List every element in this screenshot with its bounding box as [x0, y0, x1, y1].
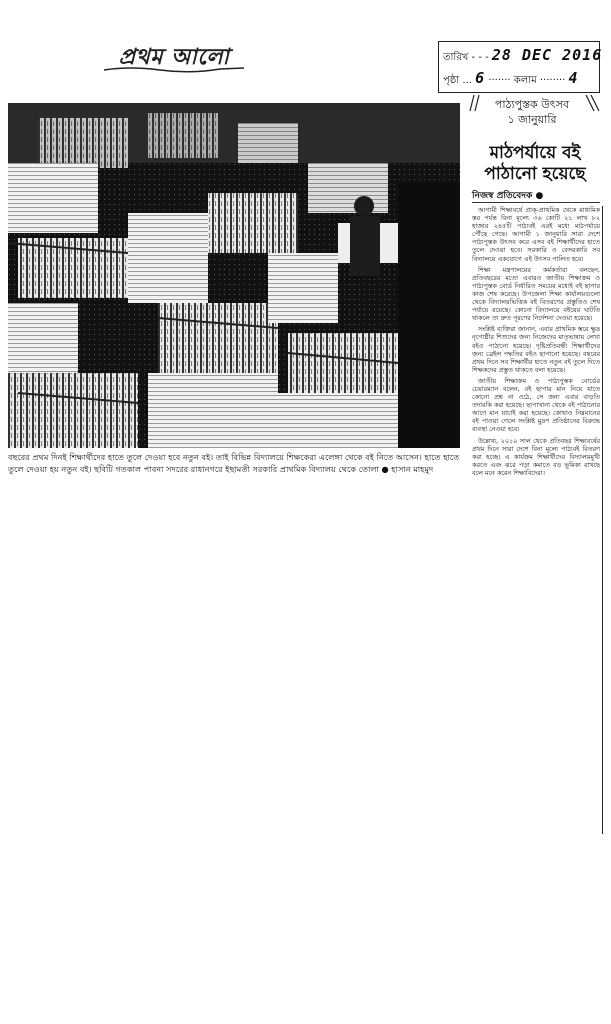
masthead-logo [100, 40, 248, 74]
stamp-column-value: 4 [568, 69, 579, 87]
stamp-date-label: তারিখ [443, 52, 469, 63]
article-paragraph: সংশ্লিষ্ট ব্যক্তিরা জানান, এবার প্রাথমিক স্তরে ক্ষুদ্র নৃগোষ্ঠীর শিশুদের জন্য নিজেদের মাতৃভাষায় লেখা বইও পাঠানো হয়েছে। দৃষ্টিপ্রতিবন্ধী শিক্ষার্থীদের জন্য ব্রেইল পদ্ধতির বইও ছাপানো হয়েছে। বছরের প্রথম দিনে সব শিক্ষার্থীর হাতে নতুন বই তুলে দিতে শিক্ষকদের প্রস্তুত থাকতে বলা হয়েছে। [472, 325, 600, 374]
date-stamp [438, 41, 603, 93]
stamp-page-row: পৃষ্ঠা ... 6 ······· কলাম ········ 4 [443, 69, 579, 87]
column-rule [602, 206, 603, 834]
article-body [472, 206, 600, 851]
byline-divider [472, 202, 600, 203]
book-stacks-photo [8, 103, 460, 448]
masthead-title: প্রথম আলো [118, 44, 230, 70]
article-headline: মাঠপর্যায়ে বই পাঠানো হয়েছে [484, 143, 586, 184]
stamp-page-label: পৃষ্ঠা [443, 75, 460, 86]
stamp-date-row: তারিখ - - - 28 DEC 2016 [443, 46, 603, 64]
photo-illustration [8, 103, 460, 448]
kicker-box [468, 95, 600, 141]
article-byline: নিজস্ব প্রতিবেদক ● [472, 191, 544, 201]
article-paragraph: শিক্ষা মন্ত্রণালয়ের কর্মকর্তারা বলছেন, প্রতিবছরের মতো এবারও জাতীয় শিক্ষাক্রম ও পাঠ্যপুস্তক বোর্ড নির্ধারিত সময়ের মধ্যেই বই ছাপার কাজ শেষ করেছে। উপজেলা শিক্ষা কার্যালয়গুলো থেকে বিদ্যালয়ভিত্তিক বই বিতরণের প্রস্তুতিও শেষ পর্যায়ে রয়েছে। কোনো বিদ্যালয়ে বইয়ের ঘাটতি থাকলে তা দ্রুত পূরণের নির্দেশনা দেওয়া হয়েছে। [472, 265, 600, 323]
article-paragraph: জাতীয় শিক্ষাক্রম ও পাঠ্যপুস্তক বোর্ডের চেয়ারম্যান বলেন, বই ছাপার মান নিয়ে যাতে কোনো প্রশ্ন না ওঠে, সে জন্য এবার বাড়তি তদারকি করা হয়েছে। ছাপাখানা থেকে বই পাঠানোর আগে মান যাচাই করা হয়েছে। কোথাও নিম্নমানের বই পাওয়া গেলে সংশ্লিষ্ট মুদ্রণ প্রতিষ্ঠানের বিরুদ্ধে ব্যবস্থা নেওয়া হবে। [472, 376, 600, 434]
article-paragraph: উল্লেখ্য, ২০১০ সাল থেকে প্রতিবছর শিক্ষাবর্ষের প্রথম দিনে সারা দেশে বিনা মূল্যে পাঠ্যবই বিতরণ করা হচ্ছে। এ কার্যক্রম শিক্ষার্থীদের বিদ্যালয়মুখী করতে এবং ঝরে পড়া কমাতে বড় ভূমিকা রাখছে বলে মনে করেন শিক্ষাবিদেরা। [472, 436, 600, 477]
stamp-page-value: 6 [475, 69, 486, 87]
kicker-line2: ১ জানুয়ারি [507, 113, 557, 126]
article-paragraph: আগামী শিক্ষাবর্ষে প্রাক্-প্রাথমিক থেকে মাধ্যমিক স্তর পর্যন্ত বিনা মূল্যে ৩৬ কোটি ২১ লাখ ৮২ হাজার ২৪৫টি পাঠ্যবই এরই মধ্যে মাঠপর্যায়ে পৌঁছে গেছে। আগামী ১ জানুয়ারি সারা দেশে পাঠ্যপুস্তক উৎসব করে এসব বই শিক্ষার্থীদের হাতে তুলে দেওয়া হবে। সরকারি ও বেসরকারি সব বিদ্যালয়ে একযোগে এই উৎসব পালিত হবে। [472, 206, 600, 263]
photo-caption: বছরের প্রথম দিনই শিক্ষার্থীদের হাতে তুলে দেওয়া হবে নতুন বই। তাই বিভিন্ন বিদ্যালয়ে শিক্ষকেরা এলেঙ্গা থেকে বই নিতে আসেন। হাতে হাতে তুলে দেওয়া হয় নতুন বই। ছবিটি গতকাল পাবনা সদরের রাধানগরে ইছামতী সরকারি প্রাথমিক বিদ্যালয় থেকে তোলা ● হাসান মাহমুদ [8, 452, 460, 474]
kicker-text [486, 97, 578, 127]
stamp-date-value: 28 DEC 2016 [491, 46, 603, 64]
stamp-column-label: কলাম [513, 75, 537, 86]
kicker-line1: পাঠ্যপুস্তক উৎসব [494, 98, 570, 111]
